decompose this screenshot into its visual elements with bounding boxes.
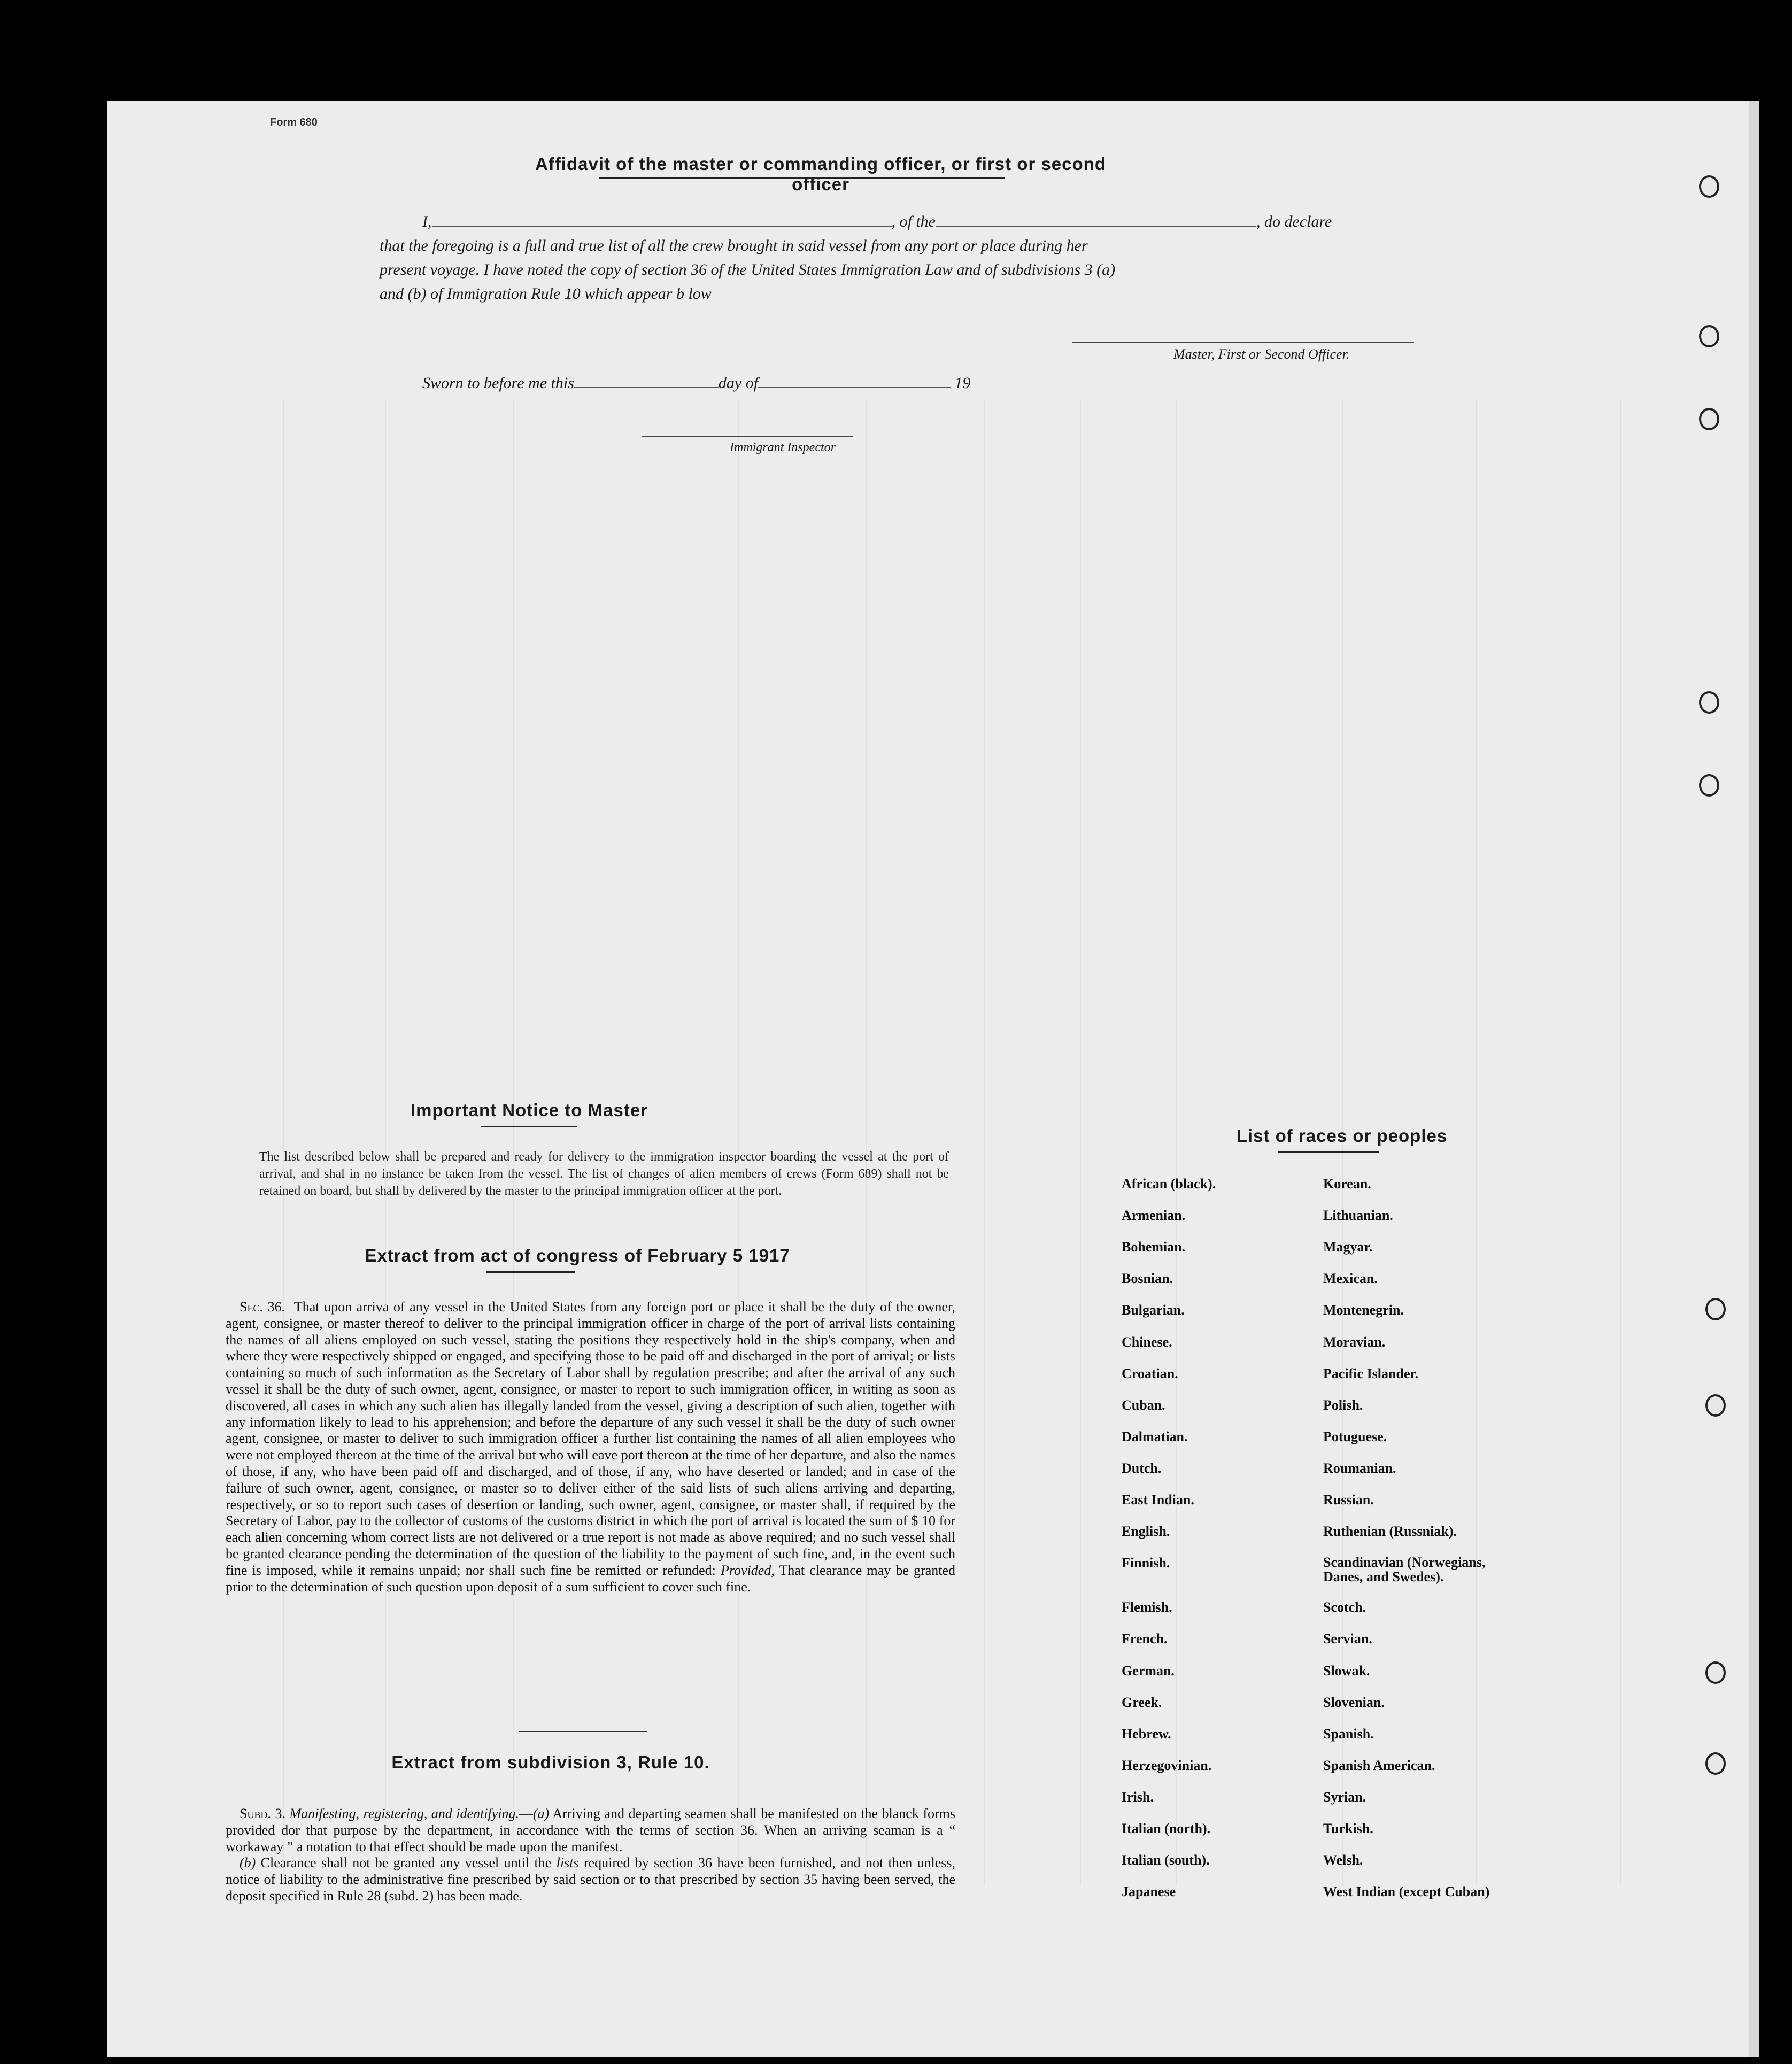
master-signature-line[interactable]: [1072, 342, 1414, 343]
race-item: Roumanian.: [1323, 1460, 1396, 1476]
race-item: Montenegrin.: [1323, 1302, 1404, 1318]
race-item: Bohemian.: [1122, 1239, 1186, 1255]
notice-body: The list described below shall be prepared and ready for delivery to the immigration inspector boarding the vessel at the port of arrival, and shal in no instance be taken from the vessel. The list of changes of alien members of crews (Form 689) shall not be retained on board, but shall by delivered by the master to the principal immigration officer at the port.: [259, 1150, 949, 1198]
subdivision-3-text: Subd. 3. Manifesting, registering, and identifying.—(a) Arriving and departing seamen shall be manifested on the blanck forms provided dor that purpose by the department, in accordance with the terms of section 36. When an arriving seaman is a “ workaway ” a notation to that effect should be made upon the manifest. (b) Clearance shall not be granted any vessel until the lists required by section 36 have been furnished, and not then unless, notice of liability to the administrative fine prescribed by said section or to that prescribed by section 35 having been served, the deposit specified in Rule 28 (subd. 2) has been made.: [226, 1806, 956, 1904]
race-item: Polish.: [1323, 1397, 1363, 1413]
race-item: Bulgarian.: [1122, 1302, 1185, 1318]
affidavit-title-underline: [599, 177, 1005, 179]
affidavit-line-3: present voyage. I have noted the copy of section 36 of the United States Immigration Law and of subdivisions 3 (a): [380, 261, 1116, 279]
proviso-label: Provided,: [720, 1562, 775, 1578]
punch-hole: [1705, 1394, 1726, 1417]
extract-rule-title: Extract from subdivision 3, Rule 10.: [391, 1752, 710, 1772]
race-item: Korean.: [1323, 1176, 1371, 1192]
section-36-body: That upon arriva of any vessel in the United States from any foreign port or place it shall be the duty of the owner, agent, consignee, or master thereof to deliver to the principal immigration officer in charge of the port of arrival lists containing the names of all aliens employed on such vessel, stating the positions they respectively hold in the ship's company, when and where they were respectively shipped or engaged, and specifying those to be paid off and discharged in the port of arrival; or lists containing so much of such information as the Secretary of Labor shall by regulation prescribe; and after the arrival of any such vessel it shall be the duty of such owner, agent, consignee, or master to report to such immigration officer, in writing as soon as discovered, all cases in which any such alien has illegally landed from the vessel, giving a description of such alien, together with any information likely to lead to his apprehension; and before the departure of any such vessel it shall be the duty of such owner agent, consignee, or master to deliver to such immigration officer a further list containing the names of all alien employees who were not employed thereon at the time of the arrival but who will eave port thereon at the time of her departure, and also the names of those, if any, who have been paid off and discharged, and of those, if any, who have deserted or landed; and in case of the failure of such owner, agent, consignee, or master so to deliver either of the said lists of such aliens arriving and departing, respectively, or so to report such cases of desertion or landing, such owner, agent, consignee, or master shall, if required by the Secretary of Labor, pay to the collector of customs of the customs district in which the port of arrival is located the sum of $ 10 for each alien concerning whom correct lists are not delivered or a true report is not made as above required; and no such vessel shall be granted clearance pending the determination of the question of the liability to the payment of such fine, and, in the event such fine is imposed, while it remains unpaid; nor shall such fine be remitted or refunded:: [226, 1299, 956, 1578]
race-item: Dalmatian.: [1122, 1428, 1188, 1444]
affidavit-title: Affidavit of the master or commanding officer, or first or second officer: [535, 154, 1106, 194]
declare-text: , do declare: [1256, 213, 1332, 230]
day-of-text: day of: [718, 374, 759, 392]
race-item: Croatian.: [1122, 1365, 1178, 1381]
race-item: Lithuanian.: [1323, 1208, 1393, 1224]
sworn-day-field[interactable]: [574, 387, 719, 388]
race-item: Syrian.: [1323, 1789, 1366, 1805]
race-item: Finnish.: [1122, 1555, 1170, 1571]
race-item: Slowak.: [1323, 1663, 1370, 1679]
extract-act-title: Extract from act of congress of February 5 1917: [365, 1246, 790, 1265]
subdivision-label: Subd. 3.: [240, 1806, 285, 1821]
race-item: African (black).: [1122, 1176, 1216, 1192]
races-title: List of races or peoples: [1236, 1126, 1448, 1146]
punch-hole: [1705, 1752, 1726, 1775]
punch-hole: [1699, 691, 1719, 714]
race-item: French.: [1122, 1631, 1168, 1647]
affidavit-line-4: and (b) of Immigration Rule 10 which appear b low: [380, 285, 712, 303]
para-b-label: (b): [240, 1855, 256, 1871]
para-b-lists: lists: [556, 1855, 579, 1871]
race-item: Japanese: [1122, 1884, 1176, 1900]
race-item: Slovenian.: [1323, 1694, 1385, 1710]
race-item: Spanish.: [1323, 1726, 1374, 1742]
notice-title-underline: [481, 1126, 577, 1127]
punch-hole: [1699, 774, 1719, 797]
races-title-underline: [1278, 1151, 1379, 1153]
race-item: Ruthenian (Russniak).: [1323, 1524, 1457, 1540]
para-a-label: (a): [533, 1806, 550, 1821]
declarant-name-field[interactable]: [432, 226, 892, 227]
race-item: Armenian.: [1122, 1208, 1186, 1224]
para-a-text: Arriving and departing seamen shall be manifested on the blanck forms provided dor that purpose by the department, in accordance with the terms of section 36. When an arriving seaman is a “ workaway ” a notation to that effect should be made upon the manifest.: [226, 1806, 955, 1854]
race-item: Scotch.: [1323, 1599, 1366, 1615]
master-signature-label: Master, First or Second Officer.: [1173, 346, 1350, 362]
affidavit-line-1: [422, 213, 1332, 231]
race-item: West Indian (except Cuban): [1323, 1884, 1490, 1900]
sworn-prefix: Sworn to before me this: [422, 374, 574, 392]
vessel-name-field[interactable]: [936, 226, 1256, 227]
para-b-text-2: required by section 36 have been furnished, and not then unless, notice of liability to the administrative fine prescribed by said section or to that prescribed by section 35 having been served, the deposit specified in Rule 28 (subd. 2) has been made.: [226, 1855, 956, 1904]
affidavit-line-2: that the foregoing is a full and true list of all the crew brought in said vessel from any port or place during her: [380, 237, 1088, 254]
punch-hole: [1705, 1298, 1726, 1320]
section-36-text: [226, 1299, 955, 1595]
punch-hole: [1699, 408, 1719, 430]
year-prefix: 19: [954, 374, 971, 392]
inspector-signature-label: Immigrant Inspector: [730, 440, 836, 454]
race-item: Flemish.: [1122, 1599, 1172, 1615]
race-item: Servian.: [1323, 1631, 1372, 1647]
race-item: Welsh.: [1323, 1852, 1363, 1868]
inspector-signature-line[interactable]: [642, 436, 853, 437]
race-item: Scandinavian (Norwegians, Danes, and Swedes).: [1323, 1555, 1486, 1585]
race-item: Potuguese.: [1323, 1428, 1387, 1444]
race-item: Turkish.: [1323, 1821, 1373, 1836]
race-item: Moravian.: [1323, 1334, 1386, 1350]
race-item: English.: [1122, 1524, 1170, 1540]
race-item: Hebrew.: [1122, 1726, 1171, 1742]
race-item: Pacific Islander.: [1323, 1365, 1419, 1381]
extract-divider: [519, 1731, 647, 1732]
race-item: Spanish American.: [1323, 1757, 1435, 1773]
race-item: Russian.: [1323, 1492, 1374, 1508]
proviso-text: That clearance may be granted prior to the determination of such question upon deposit of a sum sufficient to cover such fine.: [226, 1562, 955, 1595]
race-item: East Indian.: [1122, 1492, 1194, 1508]
sworn-month-field[interactable]: [758, 387, 951, 388]
punch-hole: [1699, 175, 1719, 198]
race-item: Magyar.: [1323, 1239, 1373, 1255]
sworn-line: [422, 374, 971, 392]
document-page: [107, 101, 1759, 2057]
form-content: [107, 101, 1759, 2057]
race-item: Italian (south).: [1122, 1852, 1210, 1868]
race-item: German.: [1122, 1663, 1175, 1679]
race-item: Bosnian.: [1122, 1271, 1173, 1287]
race-item: Cuban.: [1122, 1397, 1165, 1413]
race-item: Greek.: [1122, 1694, 1162, 1710]
section-36-label: Sec. 36.: [240, 1299, 285, 1315]
race-item: Chinese.: [1122, 1334, 1172, 1350]
subdivision-heading: Manifesting, registering, and identifying.: [289, 1806, 519, 1821]
notice-title: Important Notice to Master: [410, 1100, 648, 1120]
form-number: Form 680: [270, 117, 318, 128]
declarant-prefix: I,: [422, 213, 432, 230]
race-item: Mexican.: [1323, 1271, 1378, 1287]
vessel-prefix: , of the: [891, 213, 936, 230]
race-item: Irish.: [1122, 1789, 1154, 1805]
punch-hole: [1705, 1661, 1726, 1684]
race-item: Dutch.: [1122, 1460, 1162, 1476]
para-b-text-1: Clearance shall not be granted any vessel until the: [260, 1855, 552, 1871]
punch-hole: [1699, 325, 1719, 347]
extract-act-underline: [486, 1271, 575, 1273]
race-item: Herzegovinian.: [1122, 1757, 1212, 1773]
race-item: Italian (north).: [1122, 1821, 1211, 1836]
